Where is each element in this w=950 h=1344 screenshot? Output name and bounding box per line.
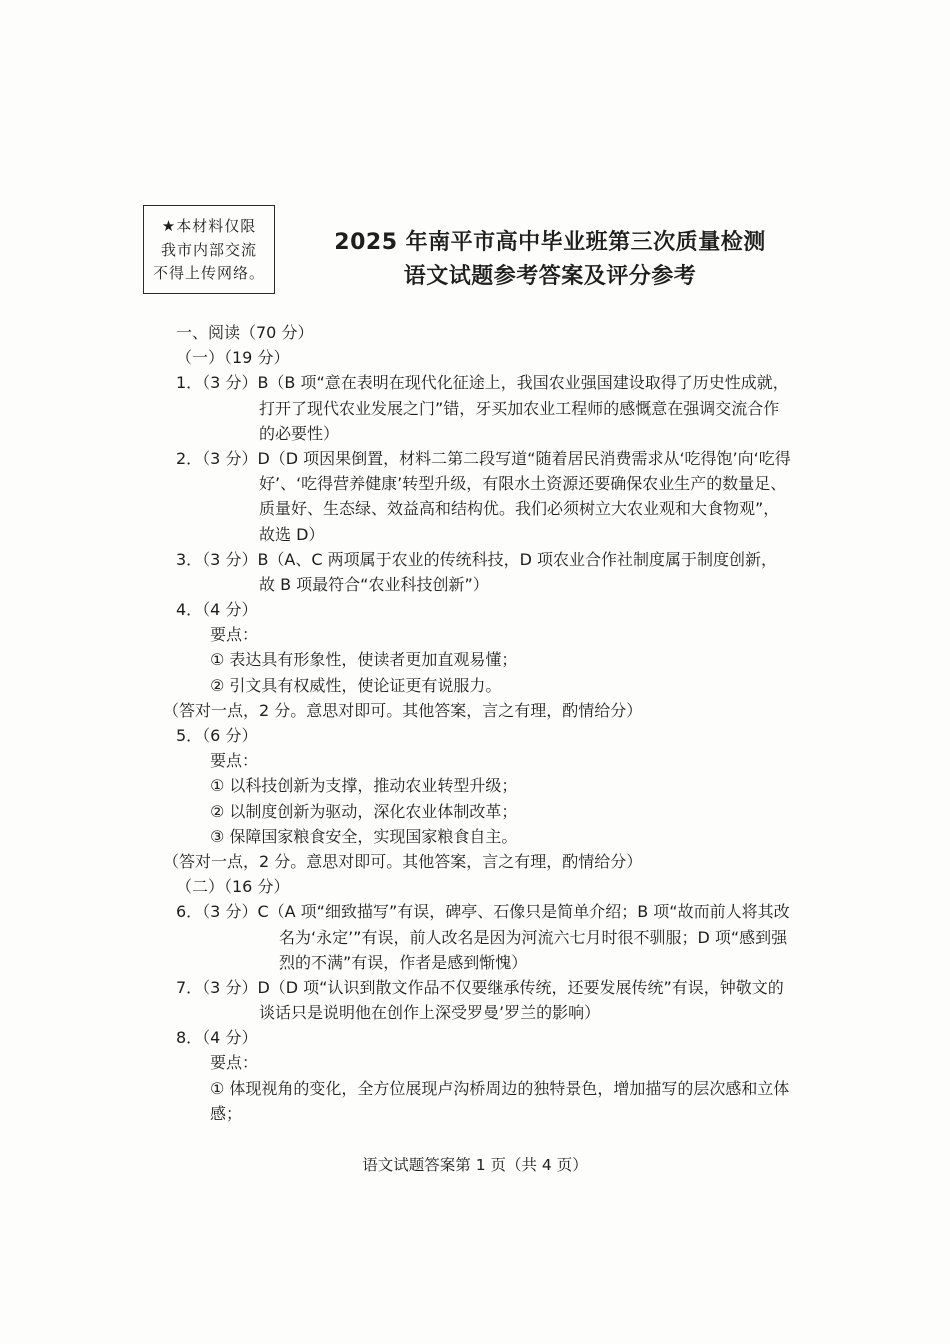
points-label: 要点： — [210, 1053, 259, 1073]
title-line-1: 2025 年南平市高中毕业班第三次质量检测 — [334, 230, 766, 255]
question-2 — [0, 446, 950, 547]
question-6 — [0, 899, 950, 975]
answer-line: 质量好、生态绿、效益高和结构优。我们必须树立大农业观和大食物观”， — [259, 499, 780, 519]
notice-line: ★本材料仅限 — [161, 217, 257, 235]
part-heading: （一）（19 分） — [176, 348, 290, 368]
point-item: ② 引文具有权威性，使论证更有说服力。 — [210, 675, 502, 695]
section-heading: 一、阅读（70 分） — [176, 323, 314, 342]
points-label: 要点： — [210, 625, 259, 645]
distribution-notice-box — [143, 205, 275, 294]
question-5 — [0, 723, 950, 874]
part-heading: （二）（16 分） — [176, 877, 290, 897]
answer-line: 2．（3 分）D（D 项因果倒置，材料二第二段写道“随着居民消费需求从‘吃得饱’向‘吃得 — [176, 448, 791, 468]
points-label: 要点： — [210, 751, 259, 771]
answer-line: 的必要性） — [259, 423, 340, 443]
notice-line: 我市内部交流 — [160, 240, 257, 259]
question-8 — [0, 1025, 950, 1126]
title-line-2: 语文试题参考答案及评分参考 — [403, 264, 697, 289]
answer-line: 6．（3 分）C（A 项“细致描写”有误，碑亭、石像只是简单介绍；B 项“故而前人将其改 — [176, 902, 790, 922]
point-item: ③ 保障国家粮食安全，实现国家粮食自主。 — [210, 826, 518, 846]
question-1 — [0, 370, 950, 446]
answer-line: 谈话只是说明他在创作上深受罗曼’罗兰的影响） — [259, 1003, 601, 1023]
point-item: ① 表达具有形象性，使读者更加直观易懂； — [210, 650, 518, 670]
scoring-note: （答对一点，2 分。意思对即可。其他答案，言之有理，酌情给分） — [163, 700, 643, 720]
answer-line: 7．（3 分）D（D 项“认识到散文作品不仅要继承传统，还要发展传统”有误，钟敬文的 — [176, 977, 784, 997]
question-4 — [0, 597, 950, 723]
answer-body — [0, 320, 950, 1126]
answer-line: 3．（3 分）B（A、C 两项属于农业的传统科技，D 项农业合作社制度属于制度创新， — [176, 549, 778, 569]
question-3 — [0, 547, 950, 597]
page-footer: 语文试题答案第 1 页（共 4 页） — [362, 1156, 588, 1174]
question-head: 4．（4 分） — [176, 600, 258, 620]
answer-line: 打开了现代农业发展之门”错，牙买加农业工程师的感慨意在强调交流合作 — [259, 398, 780, 418]
question-head: 8．（4 分） — [176, 1028, 258, 1048]
point-item: 感； — [210, 1103, 243, 1123]
point-item: ① 体现视角的变化，全方位展现卢沟桥周边的独特景色，增加描写的层次感和立体 — [210, 1078, 790, 1098]
answer-line: 故 B 项最符合“农业科技创新”） — [259, 574, 489, 594]
answer-line: 1．（3 分）B（B 项“意在表明在现代化征途上，我国农业强国建设取得了历史性成就， — [176, 373, 789, 393]
answer-line: 好’、‘吃得营养健康’转型升级，有限水土资源还要确保农业生产的数量足、 — [259, 474, 787, 494]
answer-line: 故选 D） — [259, 524, 325, 544]
document-title — [300, 226, 800, 294]
scoring-note: （答对一点，2 分。意思对即可。其他答案，言之有理，酌情给分） — [163, 851, 643, 871]
notice-line: 不得上传网络。 — [152, 264, 265, 282]
question-head: 5．（6 分） — [176, 726, 258, 745]
answer-line: 烈的不满”有误，作者是感到惭愧） — [279, 952, 528, 972]
point-item: ② 以制度创新为驱动，深化农业体制改革； — [210, 801, 518, 821]
question-7 — [0, 975, 950, 1025]
answer-line: 名为‘永定’”有误，前人改名是因为河流六七月时很不驯服；D 项“感到强 — [279, 927, 788, 947]
point-item: ① 以科技创新为支撑，推动农业转型升级； — [210, 776, 518, 796]
